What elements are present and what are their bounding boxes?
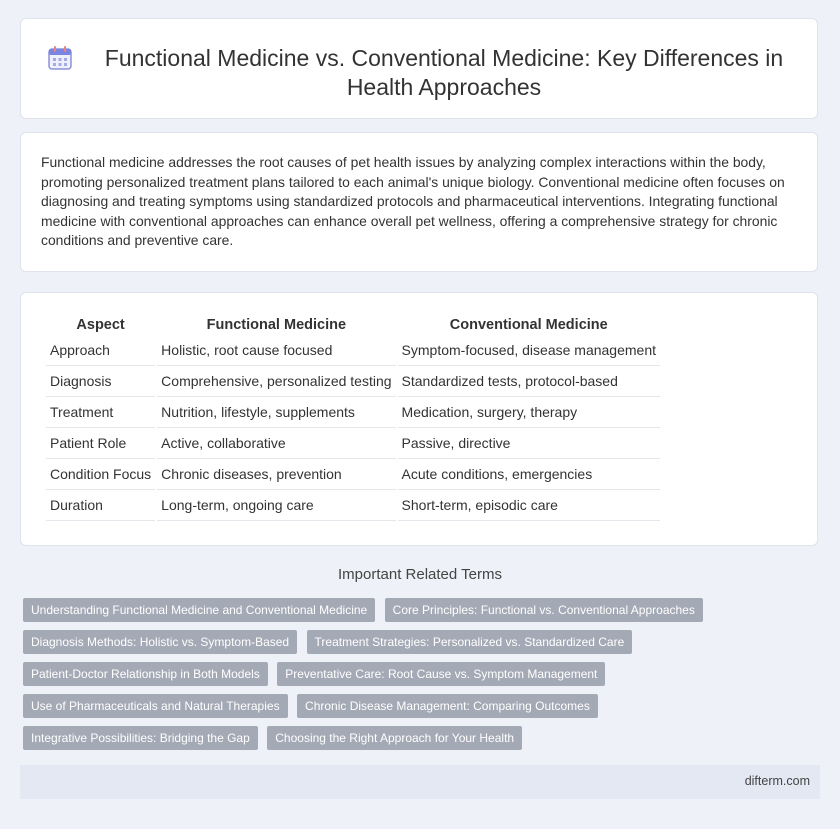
page-title: Functional Medicine vs. Conventional Medicine: Key Differences in Health Approaches bbox=[104, 45, 784, 100]
cell-conventional: Short-term, episodic care bbox=[398, 490, 660, 521]
cell-conventional: Standardized tests, protocol-based bbox=[398, 366, 660, 397]
related-terms-list bbox=[23, 598, 813, 758]
related-term-tag[interactable]: Preventative Care: Root Cause vs. Symptom Management bbox=[277, 662, 605, 686]
table-row bbox=[46, 459, 660, 490]
footer-site-link[interactable]: difterm.com bbox=[744, 774, 810, 788]
header-conventional: Conventional Medicine bbox=[449, 317, 608, 333]
header-functional: Functional Medicine bbox=[206, 317, 347, 333]
cell-aspect: Approach bbox=[46, 335, 155, 366]
comparison-table bbox=[44, 312, 662, 521]
table-row bbox=[46, 366, 660, 397]
cell-functional: Comprehensive, personalized testing bbox=[157, 366, 395, 397]
cell-aspect: Condition Focus bbox=[46, 459, 155, 490]
related-term-tag[interactable]: Chronic Disease Management: Comparing Outcomes bbox=[297, 694, 598, 718]
cell-functional: Chronic diseases, prevention bbox=[157, 459, 395, 490]
cell-functional: Long-term, ongoing care bbox=[157, 490, 395, 521]
related-term-tag[interactable]: Treatment Strategies: Personalized vs. Standardized Care bbox=[307, 630, 633, 654]
table-row bbox=[46, 490, 660, 521]
intro-text: Functional medicine addresses the root causes of pet health issues by analyzing complex interactions within the body, promoting personalized treatment plans tailored to each animal's unique biology. Conventional medicine often focuses on diagnosing and treating symptoms using standardized protocols and pharmaceutical interventions. Integrating functional medicine with conventional approaches can enhance overall pet wellness, offering a comprehensive strategy for chronic conditions and preventive care. bbox=[41, 154, 785, 248]
header-aspect: Aspect bbox=[76, 317, 125, 333]
table-header-row bbox=[46, 312, 660, 335]
related-terms-title: Important Related Terms bbox=[338, 566, 502, 583]
related-term-tag[interactable]: Choosing the Right Approach for Your Health bbox=[267, 726, 522, 750]
intro-card bbox=[20, 132, 818, 272]
cell-aspect: Patient Role bbox=[46, 428, 155, 459]
footer bbox=[20, 765, 820, 799]
cell-functional: Nutrition, lifestyle, supplements bbox=[157, 397, 395, 428]
cell-functional: Active, collaborative bbox=[157, 428, 395, 459]
related-term-tag[interactable]: Use of Pharmaceuticals and Natural Therapies bbox=[23, 694, 288, 718]
related-term-tag[interactable]: Integrative Possibilities: Bridging the Gap bbox=[23, 726, 258, 750]
table-row bbox=[46, 335, 660, 366]
cell-conventional: Passive, directive bbox=[398, 428, 660, 459]
header-card bbox=[20, 18, 818, 119]
table-row bbox=[46, 397, 660, 428]
calendar-icon bbox=[47, 45, 73, 71]
related-term-tag[interactable]: Understanding Functional Medicine and Conventional Medicine bbox=[23, 598, 375, 622]
comparison-card bbox=[20, 292, 818, 546]
cell-aspect: Treatment bbox=[46, 397, 155, 428]
cell-conventional: Symptom-focused, disease management bbox=[398, 335, 660, 366]
related-term-tag[interactable]: Core Principles: Functional vs. Conventional Approaches bbox=[385, 598, 703, 622]
cell-conventional: Medication, surgery, therapy bbox=[398, 397, 660, 428]
table-row bbox=[46, 428, 660, 459]
related-term-tag[interactable]: Diagnosis Methods: Holistic vs. Symptom-Based bbox=[23, 630, 297, 654]
related-term-tag[interactable]: Patient-Doctor Relationship in Both Models bbox=[23, 662, 268, 686]
cell-aspect: Duration bbox=[46, 490, 155, 521]
cell-aspect: Diagnosis bbox=[46, 366, 155, 397]
cell-conventional: Acute conditions, emergencies bbox=[398, 459, 660, 490]
cell-functional: Holistic, root cause focused bbox=[157, 335, 395, 366]
